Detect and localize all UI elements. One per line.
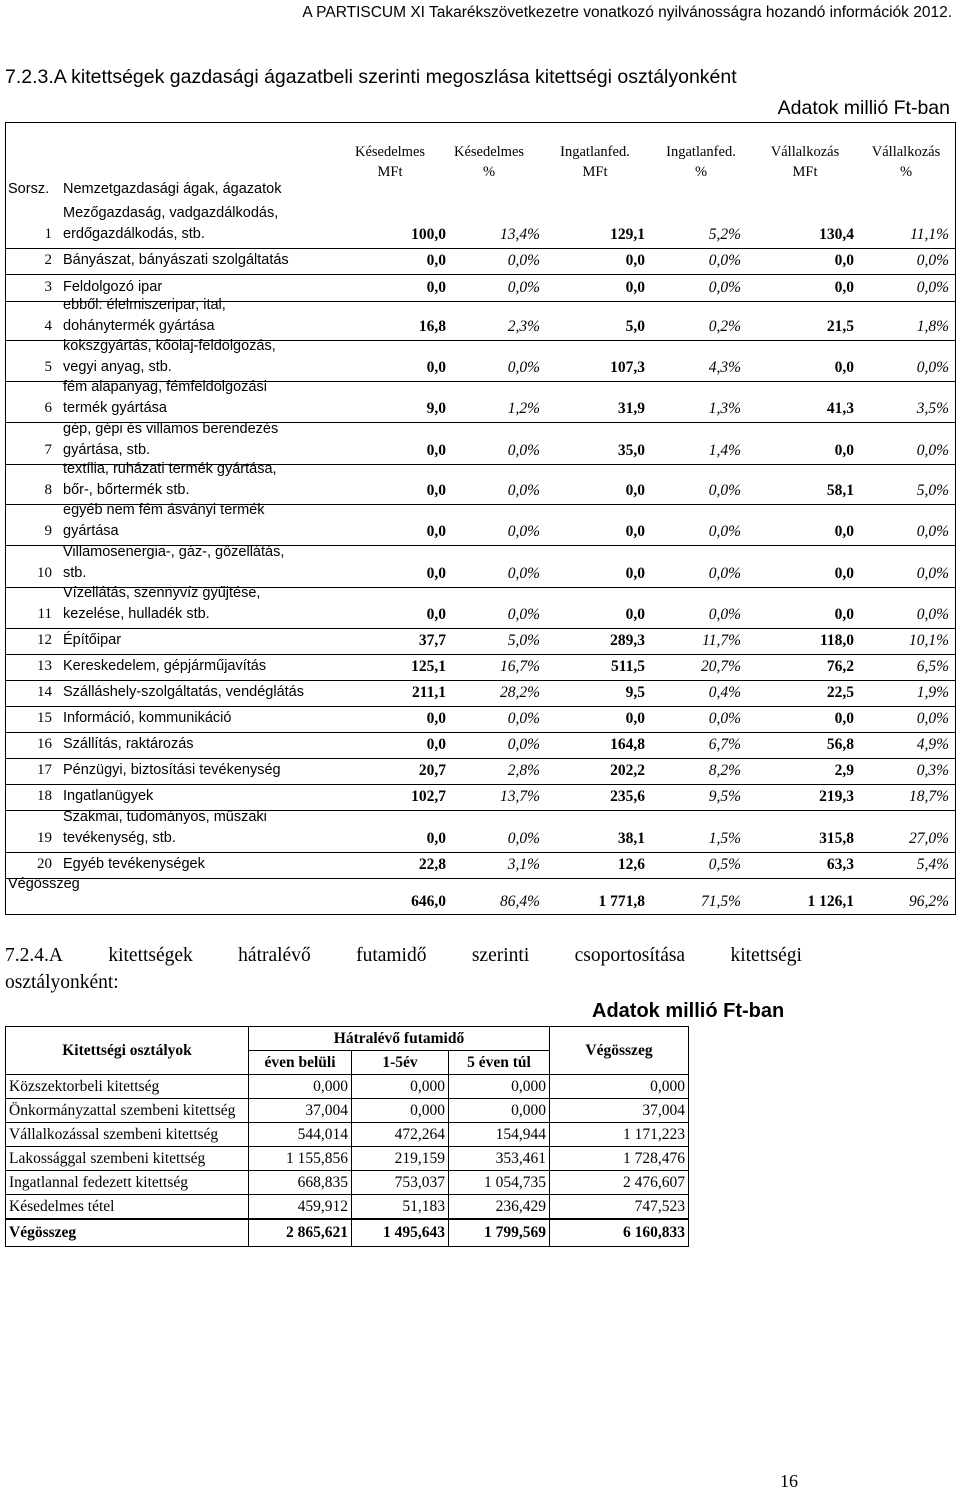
row-value-col5: 0,0 <box>834 279 854 296</box>
row-value-col6: 0,0% <box>916 523 949 540</box>
row-value-col6: 0,0% <box>916 359 949 376</box>
row-value-col2: 1,2% <box>507 400 540 417</box>
row-value-col5: 130,4 <box>819 226 854 243</box>
page-number: 16 <box>780 1471 798 1491</box>
row-number: 12 <box>37 632 52 648</box>
row-label-line1: gép, gépi és villamos berendezés <box>63 421 279 437</box>
title-word: kitettségi <box>730 945 802 966</box>
row-value-col5: 0,0 <box>834 565 854 582</box>
row-value: 1 054,735 <box>449 1171 550 1195</box>
row-value-col2: 2,8% <box>507 762 540 779</box>
row-label: Információ, kommunikáció <box>63 710 232 726</box>
sorsz-header: Sorsz. <box>8 181 50 197</box>
table-row <box>6 1099 689 1123</box>
row-value: 219,159 <box>352 1147 449 1171</box>
title-word: csoportosítása <box>574 945 686 966</box>
row-value-col4: 0,0% <box>708 482 741 499</box>
table-row <box>6 1195 689 1220</box>
row-value-col4: 0,0% <box>708 606 741 623</box>
title-word: hátralévő <box>238 945 311 966</box>
row-value-col4: 0,0% <box>708 252 741 269</box>
row-value-col3: 5,0 <box>625 318 645 335</box>
row-number: 11 <box>37 606 52 622</box>
row-value-col4: 20,7% <box>700 658 741 675</box>
row-value-col5: 22,5 <box>826 684 854 701</box>
row-number: 13 <box>37 658 52 674</box>
row-value-col1: 37,7 <box>418 632 446 649</box>
row-value-col2: 0,0% <box>507 606 540 623</box>
table-row <box>6 1147 689 1171</box>
row-divider <box>6 758 955 759</box>
table-row <box>6 1171 689 1195</box>
section-title-7-2-4-line2: osztályonként: <box>5 972 119 993</box>
row-value-col4: 1,3% <box>708 400 741 417</box>
row-value-col4: 0,0% <box>708 710 741 727</box>
row-value-col2: 0,0% <box>507 565 540 582</box>
row-value-col6: 27,0% <box>908 830 949 847</box>
row-label-line2: gyártása <box>63 523 119 539</box>
total-value-col6: 96,2% <box>908 893 949 910</box>
total-value-col2: 86,4% <box>499 893 540 910</box>
row-number: 2 <box>44 252 52 268</box>
row-value-col1: 0,0 <box>426 710 446 727</box>
row-label-line2: erdőgazdálkodás, stb. <box>63 226 205 242</box>
row-value-col2: 0,0% <box>507 830 540 847</box>
row-number: 3 <box>44 279 52 295</box>
row-value: 747,523 <box>550 1195 689 1220</box>
row-value-col6: 0,0% <box>916 252 949 269</box>
row-value-col3: 12,6 <box>617 856 645 873</box>
row-value: 37,004 <box>550 1099 689 1123</box>
row-value: 51,183 <box>352 1195 449 1220</box>
header-total: Végösszeg <box>550 1027 689 1075</box>
row-value-col1: 0,0 <box>426 523 446 540</box>
title-word: 7.2.4.A <box>5 945 63 966</box>
row-divider <box>6 878 955 879</box>
row-number: 17 <box>37 762 52 778</box>
row-number: 19 <box>37 830 52 846</box>
row-number: 5 <box>44 359 52 375</box>
row-label-line2: vegyi anyag, stb. <box>63 359 172 375</box>
row-value-col2: 0,0% <box>507 482 540 499</box>
row-value-col1: 20,7 <box>418 762 446 779</box>
row-value-col3: 511,5 <box>610 658 645 675</box>
row-label-line2: bőr-, bőrtermék stb. <box>63 482 190 498</box>
row-label-line2: termék gyártása <box>63 400 167 416</box>
row-number: 7 <box>44 442 52 458</box>
row-label-line2: dohánytermék gyártása <box>63 318 215 334</box>
row-value: 544,014 <box>249 1123 352 1147</box>
subheader-1-5-years: 1-5év <box>352 1051 449 1075</box>
row-value-col2: 0,0% <box>507 279 540 296</box>
row-value-col2: 13,4% <box>499 226 540 243</box>
row-value-col6: 5,4% <box>916 856 949 873</box>
row-value-col1: 0,0 <box>426 279 446 296</box>
row-value-col4: 0,0% <box>708 523 741 540</box>
total-value-col1: 646,0 <box>411 893 446 910</box>
row-value-col3: 0,0 <box>625 710 645 727</box>
row-value-col1: 125,1 <box>411 658 446 675</box>
row-label: Ingatlanügyek <box>63 788 154 804</box>
row-value-col1: 0,0 <box>426 606 446 623</box>
row-value: 0,000 <box>249 1075 352 1099</box>
row-value-col3: 0,0 <box>625 252 645 269</box>
row-label: Lakossággal szembeni kitettség <box>6 1147 249 1171</box>
row-divider <box>6 706 955 707</box>
row-label-line1: kokszgyártás, kőolaj-feldolgozás, <box>63 338 276 354</box>
row-value-col5: 118,0 <box>819 632 854 649</box>
row-label: Feldolgozó ipar <box>63 279 163 295</box>
row-value-col5: 41,3 <box>826 400 854 417</box>
total-label: Végösszeg <box>8 876 80 892</box>
row-value-col2: 2,3% <box>507 318 540 335</box>
row-value-col1: 0,0 <box>426 482 446 499</box>
row-value-col3: 9,5 <box>625 684 645 701</box>
row-value-col3: 235,6 <box>610 788 645 805</box>
column-header-3-line2: MFt <box>582 164 608 180</box>
row-divider <box>6 654 955 655</box>
row-label: Bányászat, bányászati szolgáltatás <box>63 252 289 268</box>
row-value-col3: 0,0 <box>625 606 645 623</box>
row-value-col6: 10,1% <box>908 632 949 649</box>
row-value-col1: 9,0 <box>426 400 446 417</box>
total-value-col5: 1 126,1 <box>807 893 854 910</box>
row-divider <box>6 852 955 853</box>
row-value: 353,461 <box>449 1147 550 1171</box>
column-header-6-line2: % <box>899 164 913 180</box>
row-value-col4: 11,7% <box>702 632 741 649</box>
subheader-over-5-years: 5 éven túl <box>449 1051 550 1075</box>
row-value-col5: 58,1 <box>826 482 854 499</box>
row-value-col2: 0,0% <box>507 252 540 269</box>
row-value-col5: 0,0 <box>834 523 854 540</box>
row-divider <box>6 732 955 733</box>
row-value-col6: 0,0% <box>916 442 949 459</box>
row-number: 1 <box>44 226 52 242</box>
row-value-col5: 0,0 <box>834 252 854 269</box>
row-value-col6: 4,9% <box>916 736 949 753</box>
unit-label-1: Adatok millió Ft-ban <box>777 97 950 119</box>
row-value-col1: 0,0 <box>426 736 446 753</box>
row-value-col3: 164,8 <box>610 736 645 753</box>
row-number: 18 <box>37 788 52 804</box>
row-number: 15 <box>37 710 52 726</box>
unit-label-2: Adatok millió Ft-ban <box>592 1000 785 1022</box>
row-value-col3: 38,1 <box>617 830 645 847</box>
row-value: 1 171,223 <box>550 1123 689 1147</box>
row-label-line1: egyéb nem fém ásványi termék <box>63 502 265 518</box>
row-divider <box>6 248 955 249</box>
row-value-col1: 100,0 <box>411 226 446 243</box>
total-value-col3: 1 771,8 <box>598 893 645 910</box>
row-value: 1 728,476 <box>550 1147 689 1171</box>
row-value-col4: 5,2% <box>708 226 741 243</box>
row-value-col2: 0,0% <box>507 523 540 540</box>
row-value-col5: 21,5 <box>826 318 854 335</box>
row-value: 0,000 <box>449 1075 550 1099</box>
row-number: 8 <box>44 482 52 498</box>
row-label: Egyéb tevékenységek <box>63 856 205 872</box>
row-value: 2 476,607 <box>550 1171 689 1195</box>
row-value: 1 155,856 <box>249 1147 352 1171</box>
section-title-7-2-3: 7.2.3.A kitettségek gazdasági ágazatbeli szerinti megoszlása kitettségi osztályonként <box>5 66 737 88</box>
row-value-col1: 0,0 <box>426 359 446 376</box>
row-divider <box>6 628 955 629</box>
row-value-col4: 0,5% <box>708 856 741 873</box>
row-value-col3: 35,0 <box>617 442 645 459</box>
row-label-line1: Vízellátás, szennyvíz gyűjtése, <box>63 585 261 601</box>
row-divider <box>6 784 955 785</box>
row-value: 37,004 <box>249 1099 352 1123</box>
column-header-4-line1: Ingatlanfed. <box>666 144 736 160</box>
row-value-col3: 129,1 <box>610 226 645 243</box>
row-value: 459,912 <box>249 1195 352 1220</box>
row-value-col3: 0,0 <box>625 279 645 296</box>
row-number: 14 <box>37 684 52 700</box>
row-value-col2: 0,0% <box>507 359 540 376</box>
total-label: Végösszeg <box>6 1219 249 1247</box>
row-value-col3: 0,0 <box>625 565 645 582</box>
header-maturity: Hátralévő futamidő <box>249 1027 550 1051</box>
row-value-col2: 0,0% <box>507 442 540 459</box>
row-value-col5: 2,9 <box>834 762 854 779</box>
row-value-col5: 315,8 <box>819 830 854 847</box>
row-value: 0,000 <box>352 1099 449 1123</box>
row-value-col6: 18,7% <box>908 788 949 805</box>
row-value-col4: 4,3% <box>708 359 741 376</box>
row-value-col4: 6,7% <box>708 736 741 753</box>
row-label-line1: fém alapanyag, fémfeldolgozási <box>63 379 267 395</box>
subheader-within-year: éven belüli <box>249 1051 352 1075</box>
row-divider <box>6 680 955 681</box>
row-value: 0,000 <box>550 1075 689 1099</box>
row-value-col6: 11,1% <box>910 226 949 243</box>
row-value-col2: 3,1% <box>507 856 540 873</box>
total-value: 2 865,621 <box>249 1219 352 1247</box>
row-value-col3: 0,0 <box>625 482 645 499</box>
row-value: 154,944 <box>449 1123 550 1147</box>
row-label-line2: stb. <box>63 565 87 581</box>
column-header-2-line1: Késedelmes <box>453 144 525 160</box>
row-value-col4: 1,4% <box>708 442 741 459</box>
row-label: Szállítás, raktározás <box>63 736 194 752</box>
title-word: szerinti <box>471 945 530 966</box>
row-value-col2: 0,0% <box>507 710 540 727</box>
row-value-col2: 5,0% <box>507 632 540 649</box>
row-value-col3: 289,3 <box>610 632 645 649</box>
row-label: Kereskedelem, gépjárműjavítás <box>63 658 267 674</box>
column-header-5-line2: MFt <box>792 164 818 180</box>
row-label: Ingatlannal fedezett kitettség <box>6 1171 249 1195</box>
row-label: Vállalkozással szembeni kitettség <box>6 1123 249 1147</box>
row-value-col6: 0,0% <box>916 606 949 623</box>
row-number: 20 <box>37 856 52 872</box>
column-header-2-line2: % <box>482 164 496 180</box>
row-value-col6: 0,0% <box>916 710 949 727</box>
row-value-col5: 0,0 <box>834 710 854 727</box>
row-value-col5: 56,8 <box>826 736 854 753</box>
title-word: kitettségek <box>108 945 193 966</box>
row-value-col5: 0,0 <box>834 359 854 376</box>
row-divider <box>6 274 955 275</box>
row-value-col2: 16,7% <box>499 658 540 675</box>
row-value-col6: 0,0% <box>916 279 949 296</box>
row-value-col3: 31,9 <box>617 400 645 417</box>
header-class: Kitettségi osztályok <box>6 1027 249 1075</box>
row-label: Szálláshely-szolgáltatás, vendéglátás <box>63 684 304 700</box>
row-value-col5: 0,0 <box>834 606 854 623</box>
row-value-col6: 0,0% <box>916 565 949 582</box>
row-value-col1: 22,8 <box>418 856 446 873</box>
row-value-col1: 211,1 <box>411 684 446 701</box>
row-label-line2: kezelése, hulladék stb. <box>63 606 210 622</box>
row-label: Építőipar <box>63 632 122 648</box>
row-label-line1: textília, ruházati termék gyártása, <box>63 461 277 477</box>
row-label-line1: Villamosenergia-, gáz-, gőzellátás, <box>63 544 285 560</box>
row-value-col2: 28,2% <box>499 684 540 701</box>
row-value-col1: 16,8 <box>418 318 446 335</box>
row-label-line2: tevékenység, stb. <box>63 830 176 846</box>
column-header-6-line1: Vállalkozás <box>871 144 941 160</box>
row-number: 10 <box>37 565 52 581</box>
row-value-col4: 0,0% <box>708 565 741 582</box>
row-value: 472,264 <box>352 1123 449 1147</box>
total-value: 1 799,569 <box>449 1219 550 1247</box>
row-label-line1: ebből: élelmiszeripar, ital, <box>63 297 226 313</box>
column-header-5-line1: Vállalkozás <box>770 144 840 160</box>
row-value-col4: 8,2% <box>708 762 741 779</box>
column-header-4-line2: % <box>694 164 708 180</box>
row-label: Késedelmes tétel <box>6 1195 249 1220</box>
row-number: 4 <box>44 318 52 334</box>
row-label: Pénzügyi, biztosítási tevékenység <box>63 762 281 778</box>
row-value-col1: 0,0 <box>426 565 446 582</box>
row-value-col4: 0,0% <box>708 279 741 296</box>
row-label-line1: Mezőgazdaság, vadgazdálkodás, <box>63 205 279 221</box>
column-header-3-line1: Ingatlanfed. <box>560 144 630 160</box>
row-value: 0,000 <box>449 1099 550 1123</box>
row-value-col5: 0,0 <box>834 442 854 459</box>
title-word: futamidő <box>356 945 427 966</box>
row-value-col3: 202,2 <box>610 762 645 779</box>
row-value-col1: 102,7 <box>411 788 446 805</box>
row-value-col4: 1,5% <box>708 830 741 847</box>
row-value-col6: 1,9% <box>916 684 949 701</box>
row-value-col2: 0,0% <box>507 736 540 753</box>
row-value: 753,037 <box>352 1171 449 1195</box>
table-row <box>6 1075 689 1099</box>
column-header-1-line1: Késedelmes <box>354 144 426 160</box>
row-value: 0,000 <box>352 1075 449 1099</box>
maturity-exposure-table <box>5 1026 689 1247</box>
row-number: 16 <box>37 736 52 752</box>
row-label: Közszektorbeli kitettség <box>6 1075 249 1099</box>
branch-header: Nemzetgazdasági ágak, ágazatok <box>63 181 282 197</box>
row-value-col6: 5,0% <box>916 482 949 499</box>
column-header-1-line2: MFt <box>377 164 403 180</box>
total-value: 1 495,643 <box>352 1219 449 1247</box>
row-value-col5: 76,2 <box>826 658 854 675</box>
row-label-line2: gyártása, stb. <box>63 442 151 458</box>
sector-exposure-table <box>5 122 956 915</box>
row-value: 668,835 <box>249 1171 352 1195</box>
row-value-col1: 0,0 <box>426 830 446 847</box>
total-value: 6 160,833 <box>550 1219 689 1247</box>
total-value-col4: 71,5% <box>700 893 741 910</box>
row-value-col4: 9,5% <box>708 788 741 805</box>
section-title-7-2-4 <box>5 945 802 967</box>
row-value-col2: 13,7% <box>499 788 540 805</box>
row-value-col6: 0,3% <box>916 762 949 779</box>
row-value: 236,429 <box>449 1195 550 1220</box>
row-number: 6 <box>44 400 52 416</box>
row-value-col3: 0,0 <box>625 523 645 540</box>
row-value-col6: 3,5% <box>916 400 949 417</box>
row-number: 9 <box>44 523 52 539</box>
row-value-col5: 63,3 <box>826 856 854 873</box>
total-row <box>6 1219 689 1247</box>
row-label-line1: Szakmai, tudományos, műszaki <box>63 809 267 825</box>
row-value-col6: 1,8% <box>916 318 949 335</box>
page-header: A PARTISCUM XI Takarékszövetkezetre vonatkozó nyilvánosságra hozandó információk 2012. <box>302 4 952 21</box>
table-row <box>6 1123 689 1147</box>
row-value-col4: 0,2% <box>708 318 741 335</box>
row-value-col5: 219,3 <box>819 788 854 805</box>
row-value-col1: 0,0 <box>426 252 446 269</box>
row-label: Önkormányzattal szembeni kitettség <box>6 1099 249 1123</box>
row-value-col4: 0,4% <box>708 684 741 701</box>
row-value-col6: 6,5% <box>916 658 949 675</box>
row-value-col1: 0,0 <box>426 442 446 459</box>
row-value-col3: 107,3 <box>610 359 645 376</box>
